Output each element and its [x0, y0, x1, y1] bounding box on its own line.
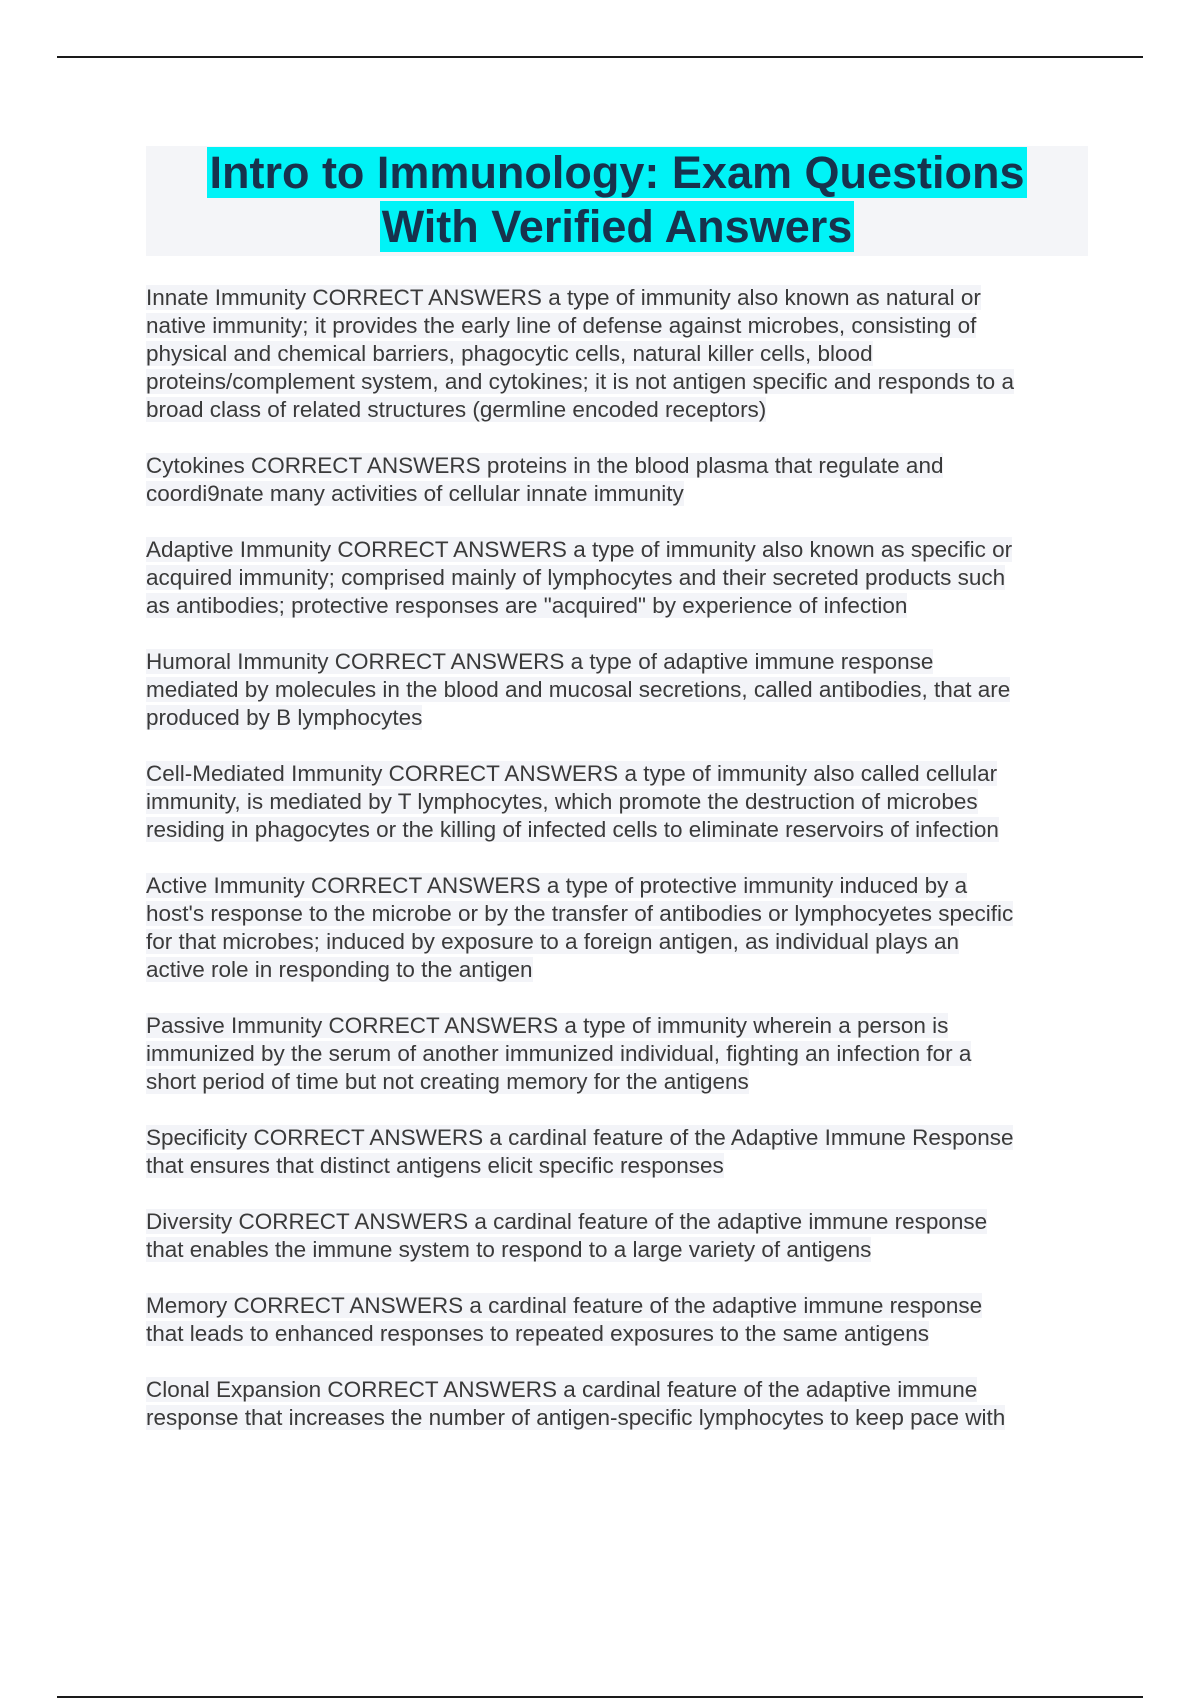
document-title: [146, 146, 1088, 256]
qa-entry-line: [146, 788, 1086, 816]
qa-entry-line: [146, 1208, 1086, 1236]
qa-entry-line-text: coordi9nate many activities of cellular innate immunity: [146, 481, 684, 506]
qa-entry-line: [146, 480, 1086, 508]
qa-entry: [146, 1208, 1086, 1264]
qa-entry: [146, 1124, 1086, 1180]
qa-entry-line-text: Cytokines CORRECT ANSWERS proteins in the blood plasma that regulate and: [146, 453, 944, 478]
qa-entry-line-text: Memory CORRECT ANSWERS a cardinal feature of the adaptive immune response: [146, 1293, 983, 1318]
qa-entry: [146, 872, 1086, 984]
qa-entry-line-text: Cell-Mediated Immunity CORRECT ANSWERS a type of immunity also called cellular: [146, 761, 998, 786]
qa-entry-line-text: response that increases the number of antigen-specific lymphocytes to keep pace with: [146, 1405, 1006, 1430]
qa-entry: [146, 1012, 1086, 1096]
qa-entry-line: [146, 900, 1086, 928]
qa-entry-line: [146, 928, 1086, 956]
qa-entry-line: [146, 1040, 1086, 1068]
qa-entry-line-text: Specificity CORRECT ANSWERS a cardinal feature of the Adaptive Immune Response: [146, 1125, 1014, 1150]
qa-entry-line-text: as antibodies; protective responses are "acquired" by experience of infection: [146, 593, 908, 618]
qa-entry-line: [146, 312, 1086, 340]
qa-entry-line-text: broad class of related structures (germline encoded receptors): [146, 397, 767, 422]
qa-entry: [146, 1376, 1086, 1432]
qa-entry-line-text: that enables the immune system to respond to a large variety of antigens: [146, 1237, 872, 1262]
qa-entry: [146, 1292, 1086, 1348]
qa-entry-line: [146, 592, 1086, 620]
qa-entry-line: [146, 452, 1086, 480]
qa-entry-line: [146, 564, 1086, 592]
qa-entry-line: [146, 1320, 1086, 1348]
qa-entry-line-text: active role in responding to the antigen: [146, 957, 533, 982]
qa-entry-line-text: for that microbes; induced by exposure to a foreign antigen, as individual plays an: [146, 929, 959, 954]
qa-entry-line: [146, 872, 1086, 900]
qa-entry-line-text: Adaptive Immunity CORRECT ANSWERS a type of immunity also known as specific or: [146, 537, 1013, 562]
qa-entry: [146, 760, 1086, 844]
qa-entry-line: [146, 676, 1086, 704]
qa-entry-line-text: that leads to enhanced responses to repeated exposures to the same antigens: [146, 1321, 930, 1346]
qa-entry-line-text: short period of time but not creating memory for the antigens: [146, 1069, 749, 1094]
qa-entry-line-text: residing in phagocytes or the killing of infected cells to eliminate reservoirs of infection: [146, 817, 999, 842]
title-line-1-text: Intro to Immunology: Exam Questions: [209, 147, 1025, 198]
footer-rule: [57, 1696, 1143, 1698]
qa-entry-line: [146, 1124, 1086, 1152]
qa-entry-line-text: Passive Immunity CORRECT ANSWERS a type of immunity wherein a person is: [146, 1013, 949, 1038]
qa-entry-line-text: immunity, is mediated by T lymphocytes, which promote the destruction of microbes: [146, 789, 978, 814]
qa-entry-line: [146, 704, 1086, 732]
title-line-2: [146, 200, 1088, 254]
qa-entry: [146, 452, 1086, 508]
qa-entry-line-text: proteins/complement system, and cytokines; it is not antigen specific and responds to a: [146, 369, 1014, 394]
qa-entry-line-text: mediated by molecules in the blood and mucosal secretions, called antibodies, that are: [146, 677, 1011, 702]
qa-entry-line: [146, 340, 1086, 368]
qa-entry-line: [146, 1236, 1086, 1264]
qa-entry-line: [146, 816, 1086, 844]
qa-entry-line: [146, 396, 1086, 424]
qa-entry-line-text: acquired immunity; comprised mainly of lymphocytes and their secreted products such: [146, 565, 1006, 590]
qa-entry-line: [146, 536, 1086, 564]
qa-entry-line: [146, 368, 1086, 396]
qa-entry-line-text: host's response to the microbe or by the transfer of antibodies or lymphocyetes specific: [146, 901, 1014, 926]
qa-entries: [146, 284, 1086, 1460]
qa-entry-line: [146, 1012, 1086, 1040]
qa-entry: [146, 284, 1086, 424]
title-line-2-text: With Verified Answers: [381, 201, 853, 252]
qa-entry-line-text: Diversity CORRECT ANSWERS a cardinal feature of the adaptive immune response: [146, 1209, 988, 1234]
qa-entry-line-text: Humoral Immunity CORRECT ANSWERS a type of adaptive immune response: [146, 649, 934, 674]
qa-entry-line-text: produced by B lymphocytes: [146, 705, 423, 730]
qa-entry-line-text: physical and chemical barriers, phagocytic cells, natural killer cells, blood: [146, 341, 873, 366]
qa-entry-line: [146, 1292, 1086, 1320]
qa-entry-line-text: Active Immunity CORRECT ANSWERS a type of protective immunity induced by a: [146, 873, 968, 898]
header-rule: [57, 56, 1143, 58]
qa-entry-line: [146, 1152, 1086, 1180]
qa-entry: [146, 536, 1086, 620]
qa-entry-line-text: immunized by the serum of another immunized individual, fighting an infection for a: [146, 1041, 972, 1066]
qa-entry-line-text: Clonal Expansion CORRECT ANSWERS a cardinal feature of the adaptive immune: [146, 1377, 978, 1402]
qa-entry-line-text: that ensures that distinct antigens elicit specific responses: [146, 1153, 724, 1178]
qa-entry-line: [146, 956, 1086, 984]
qa-entry-line: [146, 760, 1086, 788]
qa-entry-line: [146, 284, 1086, 312]
qa-entry-line: [146, 1376, 1086, 1404]
qa-entry-line-text: Innate Immunity CORRECT ANSWERS a type of immunity also known as natural or: [146, 285, 981, 310]
qa-entry: [146, 648, 1086, 732]
qa-entry-line: [146, 648, 1086, 676]
qa-entry-line: [146, 1068, 1086, 1096]
title-line-1: [146, 146, 1088, 200]
qa-entry-line-text: native immunity; it provides the early line of defense against microbes, consisting of: [146, 313, 977, 338]
qa-entry-line: [146, 1404, 1086, 1432]
